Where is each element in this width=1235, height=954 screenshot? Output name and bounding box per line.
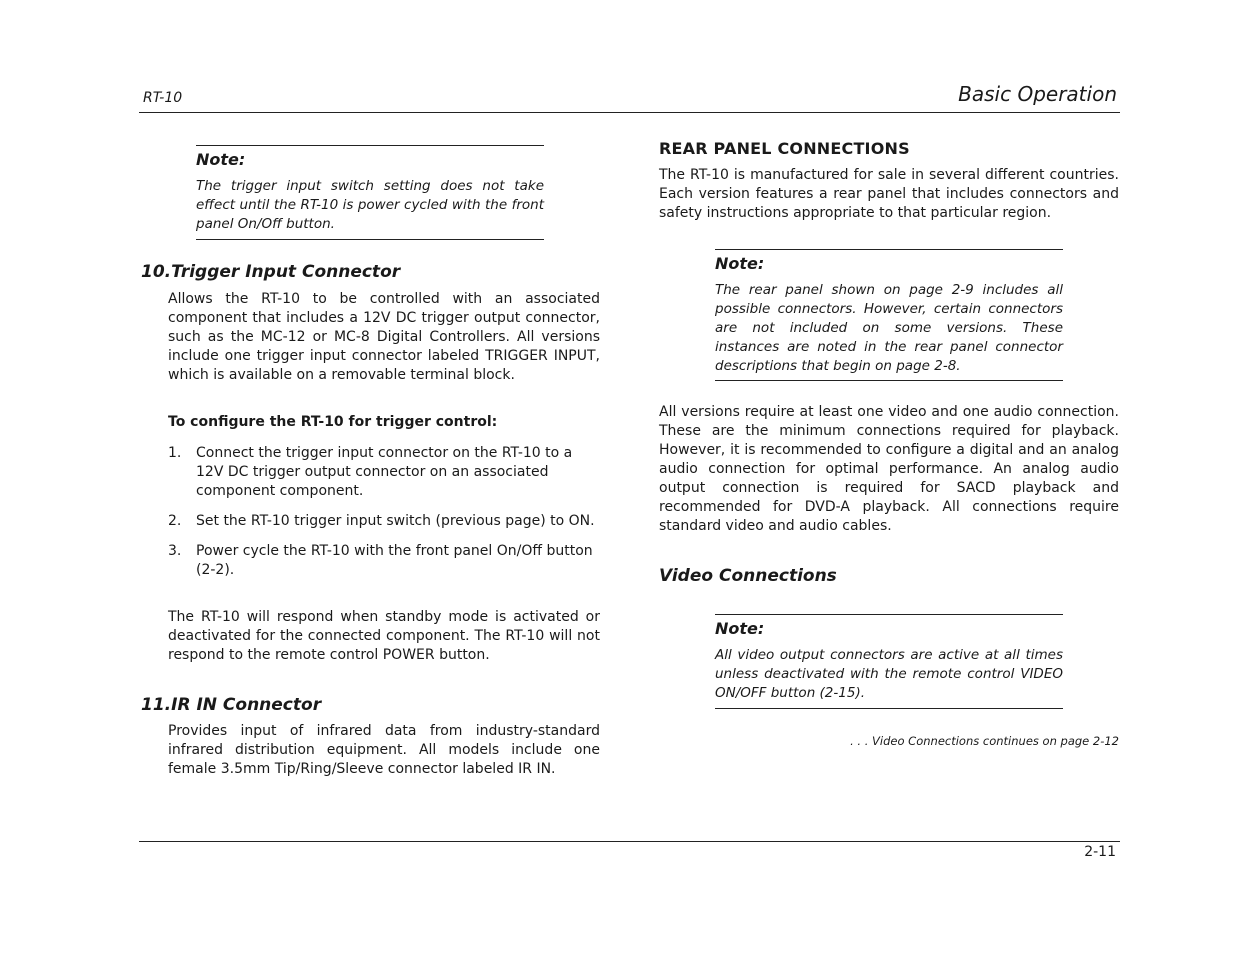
note-text: All video output connectors are active at all times unless deactivated with the remote control VIDEO ON/OFF button (2-15). xyxy=(715,647,1063,701)
rear-panel-body: The RT-10 is manufactured for sale in several different countries. Each version features a rear panel that includes connectors and safety instructions appropriate to that particular region. xyxy=(659,167,1119,221)
list-item xyxy=(168,512,600,531)
step-number: 2. xyxy=(168,513,182,529)
note-rear-panel xyxy=(715,249,1063,381)
page-number: 2-11 xyxy=(1084,844,1116,860)
note-text: The trigger input switch setting does not take effect until the RT-10 is power cycled with the front panel On/Off button. xyxy=(196,178,544,232)
configure-lead: To configure the RT-10 for trigger control: xyxy=(168,414,498,430)
footer-rule xyxy=(139,841,1120,842)
note-label: Note: xyxy=(715,254,765,273)
section-ir-in-title: 11.IR IN Connector xyxy=(141,695,322,715)
note-label: Note: xyxy=(196,150,246,169)
section-trigger-input-title: 10.Trigger Input Connector xyxy=(141,262,401,282)
all-versions-paragraph: All versions require at least one video and one audio connection. These are the minimum connections required for playback. However, it is recommended to configure a digital and an analog audio connection for optimal performance. An analog audio output connection is required for SACD playback and recommended for DVD-A playback. All connections require standard video and audio cables. xyxy=(659,404,1119,534)
step-text: Power cycle the RT-10 with the front panel On/Off button (2-2). xyxy=(196,543,593,578)
header-rule xyxy=(139,112,1120,113)
note-video-output xyxy=(715,614,1063,709)
rear-panel-title: REAR PANEL CONNECTIONS xyxy=(659,139,910,158)
step-text: Set the RT-10 trigger input switch (previous page) to ON. xyxy=(196,513,595,529)
note-trigger-switch xyxy=(196,145,544,240)
continues-note: . . . Video Connections continues on page 2-12 xyxy=(850,734,1119,748)
configure-steps xyxy=(168,444,600,591)
step-number: 1. xyxy=(168,445,182,461)
video-connections-title: Video Connections xyxy=(659,566,837,586)
list-item xyxy=(168,444,600,501)
section-trigger-input-body: Allows the RT-10 to be controlled with an associated component that includes a 12V DC trigger output connector, such as the MC-12 or MC-8 Digital Controllers. All versions include one trigger input connector labeled TRIGGER INPUT, which is available on a removable terminal block. xyxy=(168,291,600,383)
header-title: Basic Operation xyxy=(958,82,1117,106)
note-text: The rear panel shown on page 2-9 includes all possible connectors. However, certain connectors are not included on some versions. These instances are noted in the rear panel connector descriptions that begin on page 2-8. xyxy=(715,282,1063,374)
list-item xyxy=(168,542,600,580)
note-label: Note: xyxy=(715,619,765,638)
step-text: Connect the trigger input connector on the RT-10 to a 12V DC trigger output connector on an associated component component. xyxy=(196,445,573,499)
standby-paragraph: The RT-10 will respond when standby mode is activated or deactivated for the connected component. The RT-10 will not respond to the remote control POWER button. xyxy=(168,609,600,663)
section-ir-in-body: Provides input of infrared data from industry-standard infrared distribution equipment. All models include one female 3.5mm Tip/Ring/Sleeve connector labeled IR IN. xyxy=(168,723,600,777)
step-number: 3. xyxy=(168,543,182,559)
header-model: RT-10 xyxy=(143,90,183,106)
